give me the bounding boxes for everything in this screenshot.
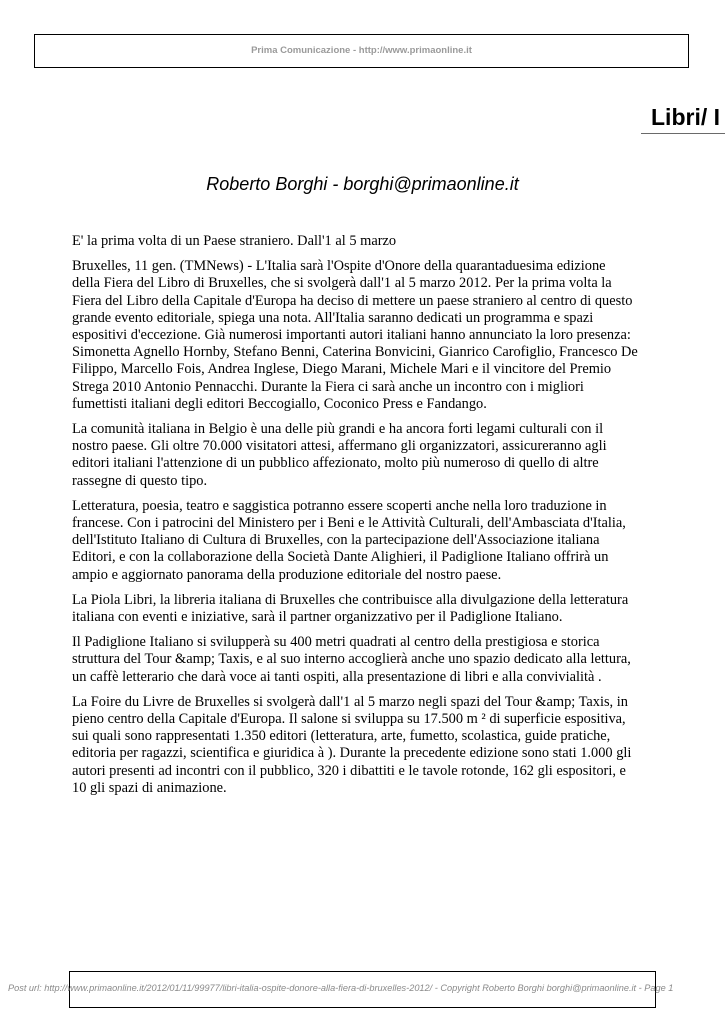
header-site-label: Prima Comunicazione - http://www.primaonline.it bbox=[251, 45, 472, 56]
article-paragraph: La comunità italiana in Belgio è una delle più grandi e ha ancora forti legami culturali con il nostro paese. Gli oltre 70.000 visitatori attesi, affermano gli organizzatori, assicureranno agli editori italiani l'attenzione di un pubblico affezionato, molto più numeroso di quello di altre rassegne di questo tipo. bbox=[72, 421, 607, 489]
article-paragraph: Bruxelles, 11 gen. (TMNews) - L'Italia sarà l'Ospite d'Onore della quarantaduesima edizione della Fiera del Libro di Bruxelles, che si svolgerà dall'1 al 5 marzo 2012. Per la prima volta la Fiera del Libro della Capitale d'Europa ha deciso di mettere un paese straniero al centro di questo grande evento editoriale, spiega una nota. All'Italia saranno dedicati un programma e spazi espositivi d'eccezione. Già numerosi importanti autori italiani hanno annunciato la loro presenza: Simonetta Agnello Hornby, Stefano Benni, Caterina Bonvicini, Gianrico Carofiglio, Francesco De Filippo, Marcello Fois, Andrea Inglese, Diego Marani, Michele Mari e il vincitore del Premio Strega 2010 Antonio Pennacchi. Durante la Fiera ci sarà anche un incontro con i migliori fumettisti italiani degli editori Beccogiallo, Coconico Press e Fandango. bbox=[72, 258, 638, 412]
article-paragraph: Il Padiglione Italiano si svilupperà su 400 metri quadrati al centro della prestigiosa e storica struttura del Tour &amp; Taxis, e al suo interno accoglierà anche uno spazio dedicato alla lettura, un caffè letterario che darà voce ai tanti ospiti, alla presentazione di libri e alla convivialità . bbox=[72, 634, 631, 685]
article-title: Libri/ I bbox=[651, 104, 720, 130]
article-paragraph: La Piola Libri, la libreria italiana di Bruxelles che contribuisce alla divulgazione della letteratura italiana con eventi e iniziative, sarà il partner organizzativo per il Padiglione Italiano. bbox=[72, 591, 629, 626]
article-paragraph: E' la prima volta di un Paese straniero. Dall'1 al 5 marzo bbox=[72, 233, 397, 249]
article-author: Roberto Borghi - borghi@primaonline.it bbox=[206, 174, 519, 194]
header-box bbox=[34, 34, 689, 68]
footer-post-url: Post url: http://www.primaonline.it/2012/01/11/99977/libri-italia-ospite-donore-alla-fiera-di-bruxelles-2012/ - Copyright Roberto Borghi borghi@primaonline.it - Page 1 bbox=[8, 983, 674, 993]
article-body bbox=[72, 233, 660, 805]
article-paragraph: La Foire du Livre de Bruxelles si svolgerà dall'1 al 5 marzo negli spazi del Tour &amp; Taxis, in pieno centro della Capitale d'Europa. Il salone si sviluppa su 17.500 m ² di superficie espositiva, sui quali sono rappresentati 1.350 editori (letteratura, arte, fumetto, scolastica, guide pratiche, editoria per ragazzi, scientifica e giuridica à ). Durante la precedente edizione sono stati 1.000 gli autori presenti ad incontri con il pubblico, 320 i dibattiti e le tavole rotonde, 162 gli espositori, e 10 gli spazi di animazione. bbox=[72, 693, 632, 796]
title-underline bbox=[641, 133, 725, 134]
article-paragraph: Letteratura, poesia, teatro e saggistica potranno essere scoperti anche nella loro traduzione in francese. Con i patrocini del Ministero per i Beni e le Attività Culturali, dell'Ambasciata d'Italia, dell'Istituto Italiano di Cultura di Bruxelles, con la partecipazione dell'Associazione italiana Editori, e con la collaborazione della Società Dante Alighieri, il Padiglione Italiano offrirà un ampio e aggiornato panorama della produzione editoriale del nostro paese. bbox=[72, 497, 626, 583]
